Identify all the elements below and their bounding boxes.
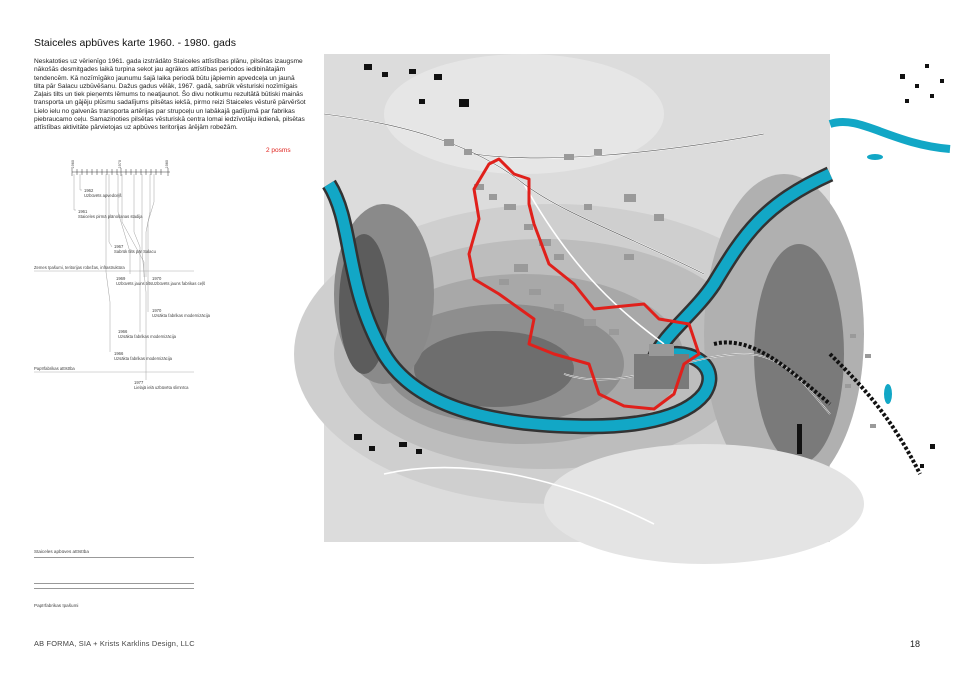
event-year: 1962 [84, 188, 94, 193]
event-year: 1970 [152, 276, 162, 281]
event-text: Uzbūvēts jauns tilts [116, 281, 153, 286]
event-year: 1970 [152, 308, 162, 313]
event-text: Uzsākta fabrikas modernizācija [152, 313, 210, 318]
map-extension [830, 54, 950, 542]
legend-rule [34, 588, 194, 589]
event-text: Uzsākta fabrikas modernizācija [118, 334, 176, 339]
event-year: 1977 [134, 380, 144, 385]
event-text: Sabrūk tilts pār Salacu [114, 249, 156, 254]
intro-paragraph: Neskatoties uz vērienīgo 1961. gada izstrādāto Staiceles attīstības plānu, pilsētas izaugsme nākošās desmitgades laikā turpina sekot jau agrākos attīstības periodos iedibinātajām tendencēm. Kā nozīmīgāko jaunumu šajā laika periodā būtu jāpiemin apvedceļa un jaunā tilta pār Salacu uzbūvēšanu. Dažus gadus vēlāk, 1967. gadā, sabrūk vēsturiski nozīmīgais Zaļais tilts un tiek pieņemts lēmums to neatjaunot. Šo divu notikumu rezultātā būtiski mainās transporta un gājēju plūsmu sadalījums pilsētas iekšā, pirmo reizi Staiceles vēsturē pārvēršot Lielo ielu no galvenās transporta artērijas par strupceļu un labākajā gadījumā par fabrikas piebraucamo ceļu. Samazinoties pilsētas vēsturiskā centra lomai iedzīvotāju ikdienā, pilsētas attīstības aktivitāte pārvietojas uz apbūves teritorijas ārējām robežām. [34, 58, 306, 132]
year-label: 1960 [71, 160, 75, 169]
event-year: 1966 [114, 351, 124, 356]
event-text: Staiceles pirmā plānošanas stadija [78, 214, 143, 219]
section-label: Zemes īpašumi, teritorijas robežas, infrastruktūra [34, 265, 125, 270]
event-year: 1961 [78, 209, 88, 214]
page-title: Staiceles apbūves karte 1960. - 1980. gads [34, 37, 236, 49]
event-text: Lielajā ielā uzbūvēta slimnīca [134, 385, 189, 390]
event-text: Uzbūvēts apvedceļš [84, 193, 122, 198]
year-label: 1980 [165, 160, 169, 169]
legend-city-label: Staiceles apbūves attīstība [34, 549, 89, 554]
legend-rule [34, 583, 194, 584]
legend-rule [34, 557, 194, 558]
timeline-chart [34, 152, 210, 402]
page-number: 18 [910, 639, 921, 649]
event-year: 1969 [116, 276, 126, 281]
event-year: 1966 [118, 329, 128, 334]
legend-factory-label: Papīrfabrikas īpašumi [34, 603, 79, 608]
section-label: Papīrfabrikas attīstība [34, 366, 75, 371]
phase-label: 2 posms [266, 147, 291, 154]
event-text: Uzsākta fabrikas modernizācija [114, 356, 172, 361]
event-text: Uzbūvēts jauns fabrikas ceļš [152, 281, 206, 286]
year-label: 1970 [118, 160, 122, 169]
site-plan-map [324, 54, 830, 542]
event-year: 1967 [114, 244, 124, 249]
footer-credits: AB FORMA, SIA + Krists Karklins Design, LLC [34, 639, 195, 648]
